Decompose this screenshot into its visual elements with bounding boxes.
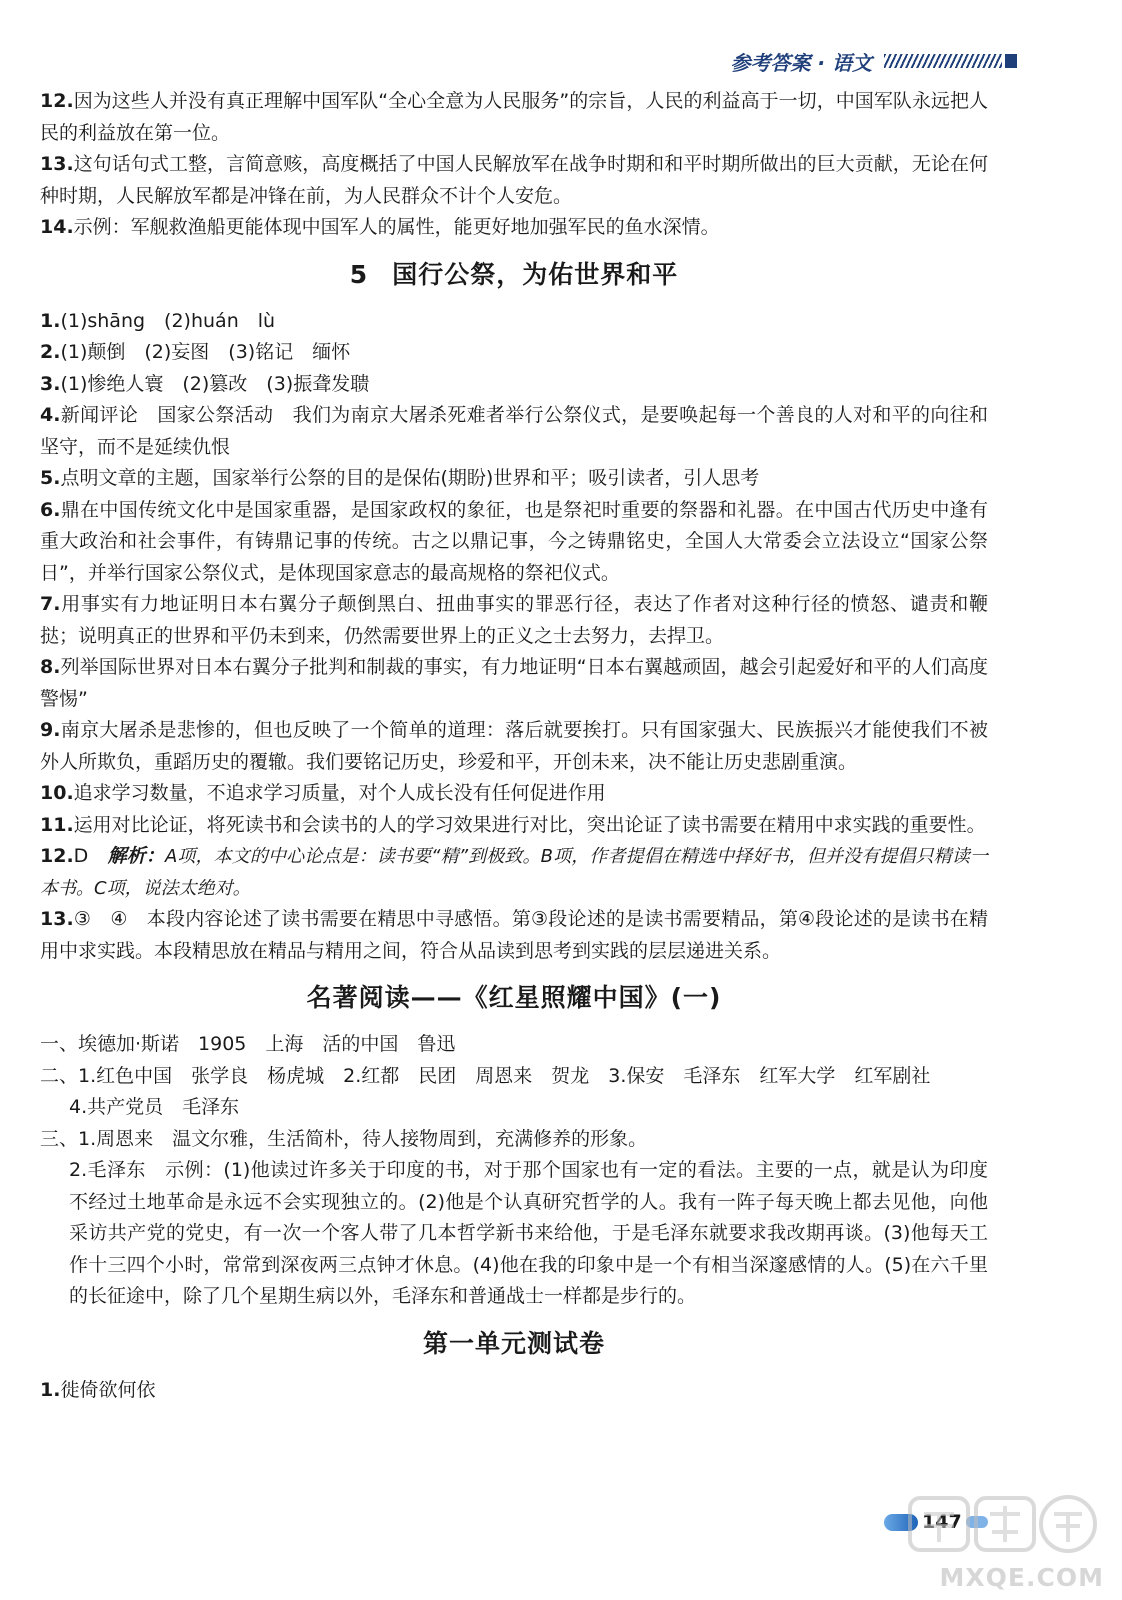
answer-item bbox=[40, 652, 988, 715]
item-text: 运用对比论证，将死读书和会读书的人的学习效果进行对比，突出论证了读书需要在精用中求实践的重要性。 bbox=[73, 813, 986, 836]
answer-item bbox=[40, 337, 988, 369]
section-title-lesson-5 bbox=[40, 258, 988, 292]
item-number: 1. bbox=[40, 309, 61, 332]
page-header bbox=[730, 46, 1017, 76]
item-text: 用事实有力地证明日本右翼分子颠倒黑白、扭曲事实的罪恶行径，表达了作者对这种行径的愤怒、谴责和鞭挞；说明真正的世界和平仍未到来，仍然需要世界上的正义之士去努力，去捍卫。 bbox=[40, 593, 988, 647]
item-text: (1)shāng (2)huán lù bbox=[60, 309, 276, 332]
item-number: 1. bbox=[40, 1378, 61, 1401]
item-number: 6. bbox=[40, 498, 61, 521]
answer-item bbox=[40, 1375, 988, 1407]
item-number: 10. bbox=[40, 782, 74, 804]
watermark-logo bbox=[908, 1492, 1098, 1556]
item-number: 13. bbox=[40, 153, 74, 175]
answer-item bbox=[40, 369, 988, 401]
item-text: 这句话句式工整，言简意赅，高度概括了中国人民解放军在战争时期和和平时期所做出的巨大贡献，无论在何种时期，人民解放军都是冲锋在前，为人民群众不计个人安危。 bbox=[40, 153, 988, 207]
item-text: 列举国际世界对日本右翼分子批判和制裁的事实，有力地证明“日本右翼越顽固，越会引起爱好和平的人们高度警惕” bbox=[40, 656, 988, 710]
answer-item bbox=[40, 400, 988, 463]
item-number: 13. bbox=[40, 908, 74, 930]
item-number: 7. bbox=[40, 593, 61, 615]
answer-item bbox=[40, 715, 988, 778]
answer-item bbox=[40, 904, 988, 967]
answer-item bbox=[40, 778, 988, 810]
answer-choice: D bbox=[73, 845, 89, 867]
analysis-label: 解析： bbox=[107, 845, 165, 867]
analysis-text: A项，本文的中心论点是：读书要“精”到极致。B项，作者提倡在精选中择好书，但并没有提倡只精读一本书。C项，说法太绝对。 bbox=[40, 846, 988, 899]
lesson-number: 5 bbox=[349, 259, 369, 289]
item-number: 9. bbox=[40, 719, 61, 741]
header-stripe-decoration bbox=[884, 54, 1002, 68]
item-number: 2. bbox=[40, 341, 61, 363]
answer-item bbox=[40, 306, 988, 338]
item-number: 11. bbox=[40, 813, 74, 836]
answer-item bbox=[40, 86, 988, 149]
classic-reading-part-3: 三、1.周恩来 温文尔雅，生活简朴，待人接物周到，充满修养的形象。 bbox=[40, 1127, 648, 1150]
classic-reading-part-2-item-4: 4.共产党员 毛泽东 bbox=[69, 1096, 240, 1118]
answer-content bbox=[40, 86, 988, 1406]
item-text: 新闻评论 国家公祭活动 我们为南京大屠杀死难者举行公祭仪式，是要唤起每一个善良的人对和平的向往和坚守，而不是延续仇恨 bbox=[40, 404, 988, 458]
header-label: 参考答案 · 语文 bbox=[730, 50, 872, 75]
watermark bbox=[899, 1492, 1104, 1592]
item-text: 点明文章的主题，国家举行公祭的目的是保佑(期盼)世界和平；吸引读者，引人思考 bbox=[60, 467, 760, 489]
item-number: 8. bbox=[40, 656, 61, 678]
item-number: 5. bbox=[40, 467, 61, 489]
answer-item bbox=[40, 810, 988, 842]
item-text: 南京大屠杀是悲惨的，但也反映了一个简单的道理：落后就要挨打。只有国家强大、民族振兴才能使我们不被外人所欺负，重蹈历史的覆辙。我们要铭记历史，珍爱和平，开创未来，决不能让历史悲剧重演。 bbox=[40, 719, 988, 773]
classic-reading-part-2: 二、1.红色中国 张学良 杨虎城 2.红都 民团 周恩来 贺龙 3.保安 毛泽东 红军大学 红军剧社 bbox=[40, 1064, 931, 1087]
item-number: 12. bbox=[40, 845, 74, 867]
item-number: 12. bbox=[40, 90, 74, 112]
item-text: 因为这些人并没有真正理解中国军队“全心全意为人民服务”的宗旨，人民的利益高于一切，中国军队永远把人民的利益放在第一位。 bbox=[40, 90, 988, 144]
answer-item bbox=[40, 212, 988, 244]
item-text: 徙倚欲何依 bbox=[60, 1378, 156, 1401]
answer-item bbox=[40, 463, 988, 495]
classic-reading-part-3-item-2: 2.毛泽东 示例：(1)他读过许多关于印度的书，对于那个国家也有一定的看法。主要的一点，就是认为印度不经过土地革命是永远不会实现独立的。(2)他是个认真研究哲学的人。我有一阵子每天晚上都去见他，向他采访共产党的党史，有一次一个客人带了几本哲学新书来给他，于是毛泽东就要求我改期再谈。(3)他每天工作十三四个小时，常常到深夜两三点钟才休息。(4)他在我的印象中是一个有相当深邃感情的人。(5)在六千里的长征途中，除了几个星期生病以外，毛泽东和普通战士一样都是步行的。 bbox=[69, 1159, 988, 1307]
classic-reading-part-1: 一、埃德加·斯诺 1905 上海 活的中国 鲁迅 bbox=[40, 1033, 456, 1055]
item-number: 14. bbox=[40, 216, 74, 238]
item-text: (1)颠倒 (2)妄图 (3)铭记 缅怀 bbox=[60, 341, 351, 363]
item-number: 4. bbox=[40, 404, 61, 426]
header-block-decoration bbox=[1005, 54, 1017, 68]
answer-item bbox=[40, 149, 988, 212]
section-title-unit-test: 第一单元测试卷 bbox=[422, 1328, 605, 1358]
answer-item-with-analysis bbox=[40, 841, 988, 904]
lesson-title: 国行公祭，为佑世界和平 bbox=[392, 259, 679, 289]
watermark-text: MXQE.COM bbox=[939, 1563, 1104, 1592]
section-title-classic-reading: 名著阅读——《红星照耀中国》(一) bbox=[306, 983, 722, 1012]
item-text: (1)惨绝人寰 (2)篡改 (3)振聋发聩 bbox=[60, 372, 370, 395]
answer-item bbox=[40, 589, 988, 652]
item-text: 鼎在中国传统文化中是国家重器，是国家政权的象征，也是祭祀时重要的祭器和礼器。在中国古代历史中逢有重大政治和社会事件，有铸鼎记事的传统。古之以鼎记事，今之铸鼎铭史，全国人大常委会立法设立“国家公祭日”，并举行国家公祭仪式，是体现国家意志的最高规格的祭祀仪式。 bbox=[40, 498, 988, 584]
page-number: 147 bbox=[922, 1511, 962, 1533]
item-number: 3. bbox=[40, 372, 61, 395]
item-text: ③ ④ 本段内容论述了读书需要在精思中寻感悟。第③段论述的是读书需要精品，第④段论述的是读书在精用中求实践。本段精思放在精品与精用之间，符合从品读到思考到实践的层层递进关系。 bbox=[40, 908, 988, 962]
item-text: 示例：军舰救渔船更能体现中国军人的属性，能更好地加强军民的鱼水深情。 bbox=[73, 216, 720, 238]
item-text: 追求学习数量，不追求学习质量，对个人成长没有任何促进作用 bbox=[73, 782, 606, 804]
answer-item bbox=[40, 495, 988, 590]
